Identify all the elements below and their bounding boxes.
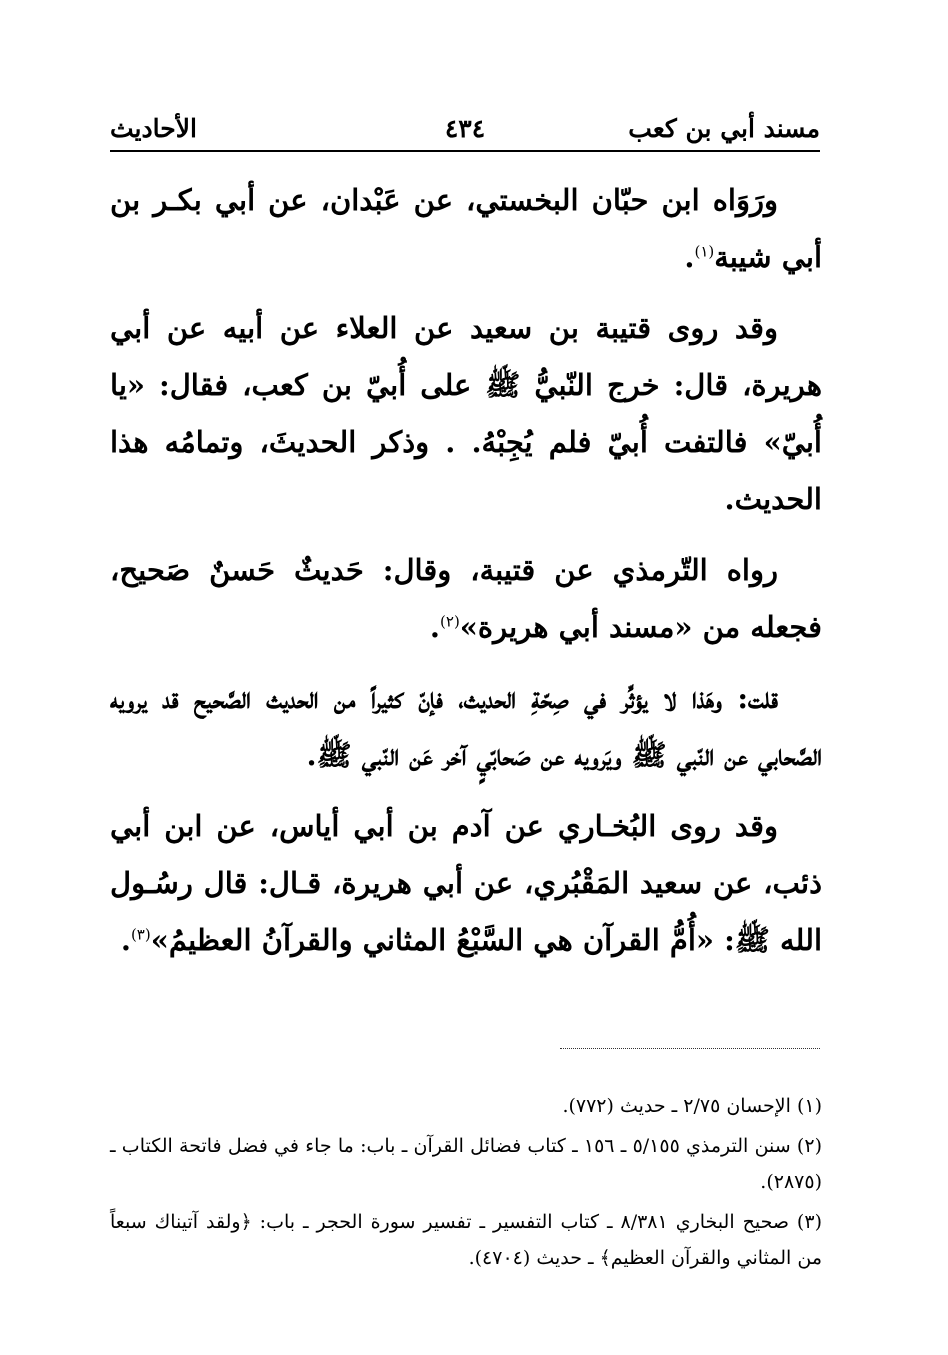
paragraph-3-end: . xyxy=(429,610,441,644)
paragraph-3-text: رواه التّرمذي عن قتيبة، وقال: حَديثٌ حَسنٌ صَحيح، فجعله من «مسند أبي هريرة» xyxy=(110,553,822,644)
paragraph-2: وقد روى قتيبة بن سعيد عن العلاء عن أبيه عن أبي هريرة، قال: خرج النّبيُّ ﷺ على أُبيّ بن كعب، فقال: «يا أُبيّ» فالتفت أُبيّ فلم يُجِبْهُ. . وذكر الحديثَ، وتمامُه هذا الحديث. xyxy=(110,311,822,516)
paragraph-1-text: ورَوَاه ابن حبّان البخستي، عن عَبْدان، عن أبي بكـر بن أبي شيبة xyxy=(110,183,822,274)
footnote-3: (٣) صحيح البخاري ٨/٣٨١ ـ كتاب التفسير ـ تفسير سورة الحجر ـ باب: ﴿ولقد آتيناك سبعاً من المثاني والقرآن العظيم﴾ ـ حديث (٤٧٠٤). xyxy=(110,1211,822,1269)
book-title: مسند أبي بن كعب xyxy=(628,114,820,143)
section-title: الأحاديث xyxy=(110,114,197,143)
running-header xyxy=(110,108,820,148)
paragraph-4: قلت: وهَذا لا يؤثِّر في صِحّةِ الحديث، فإنّ كثيراً من الحديث الصَّحيح قد يرويه الصَّحابي عن النّبي ﷺ ويَرويه عن صَحابّيٍ آخر عَن النّبي ﷺ. xyxy=(110,681,822,772)
main-text xyxy=(110,172,822,983)
footnote-2: (٢) سنن الترمذي ٥/١٥٥ ـ ١٥٦ ـ كتاب فضائل القرآن ـ باب: ما جاء في فضل فاتحة الكتاب ـ (٢٨٧٥). xyxy=(110,1135,822,1193)
footnote-ref-3: (٣) xyxy=(130,925,151,944)
footnotes xyxy=(110,1088,822,1280)
footnote-ref-2: (٢) xyxy=(440,612,460,631)
footnote-ref-1: (١) xyxy=(694,242,715,261)
page-number: ٤٣٤ xyxy=(444,114,486,143)
footnote-1: (١) الإحسان ٢/٧٥ ـ حديث (٧٧٢). xyxy=(562,1095,822,1117)
paragraph-5-text: وقد روى البُخـاري عن آدم بن أبي أياس، عن ابن أبي ذئب، عن سعيد المَقْبُري، عن أبي هريرة، قـال: قال رسُـول الله ﷺ: «أُمُّ القرآن هي السَّبْعُ المثاني والقرآنُ العظيمُ» xyxy=(110,809,822,957)
header-divider xyxy=(110,150,820,152)
paragraph-1 xyxy=(110,172,822,286)
paragraph-3 xyxy=(110,542,822,656)
paragraph-5-end: . xyxy=(120,923,131,957)
paragraph-1-end: . xyxy=(684,240,695,274)
footnote-divider xyxy=(560,1048,820,1049)
paragraph-5 xyxy=(110,798,822,969)
